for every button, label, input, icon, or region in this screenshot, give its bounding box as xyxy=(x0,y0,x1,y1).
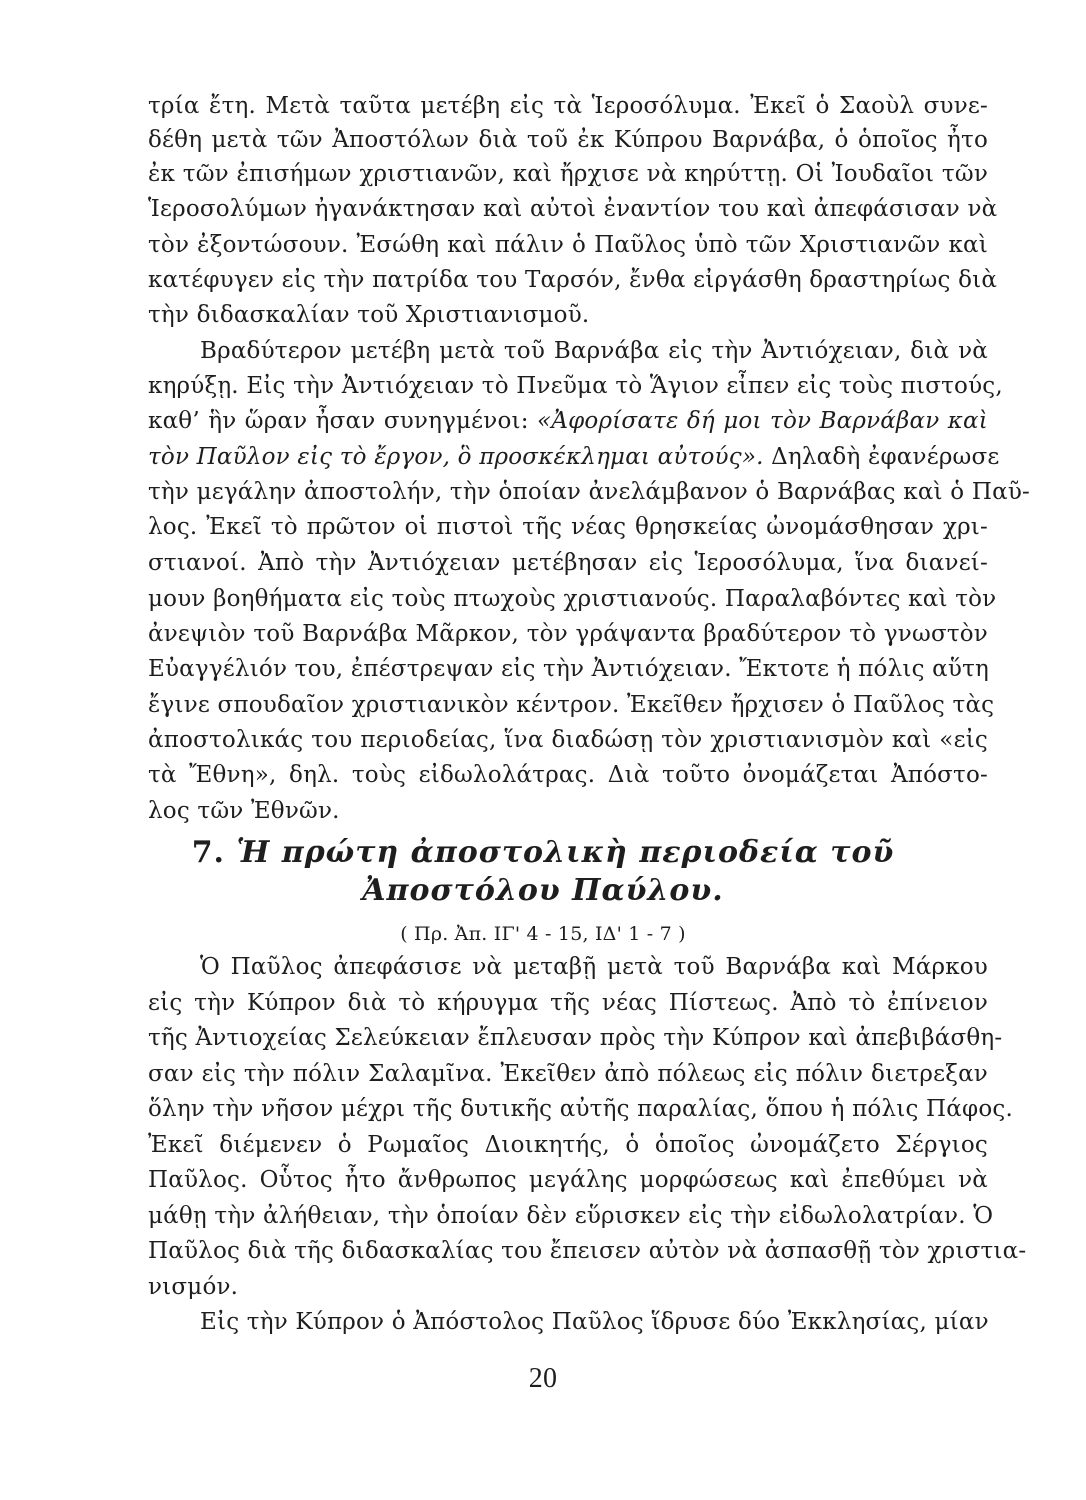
text-line: ἔγινε σπουδαῖον χριστιανικὸν κέντρον. Ἐκεῖθεν ἤρχισεν ὁ Παῦλος τὰς xyxy=(148,692,995,718)
section-heading xyxy=(0,834,1086,872)
section-number: 7. xyxy=(191,835,226,870)
text-line: ὅλην τὴν νῆσον μέχρι τῆς δυτικῆς αὐτῆς παραλίας, ὅπου ἡ πόλις Πάφος. xyxy=(148,1096,1013,1122)
text-line: Ἱεροσολύμων ἠγανάκτησαν καὶ αὐτοὶ ἐναντίον του καὶ ἀπεφάσισαν νὰ xyxy=(148,196,998,222)
text-line: κηρύξῃ. Εἰς τὴν Ἀντιόχειαν τὸ Πνεῦμα τὸ Ἅγιον εἶπεν εἰς τοὺς πιστούς, xyxy=(148,373,1003,399)
text-line: μάθῃ τὴν ἀλήθειαν, τὴν ὁποίαν δὲν εὕρισκεν εἰς τὴν εἰδωλολατρίαν. Ὁ xyxy=(148,1203,994,1229)
text-line: τὰ Ἔθνη», δηλ. τοὺς εἰδωλολάτρας. Διὰ τοῦτο ὀνομάζεται Ἀπόστο- xyxy=(148,762,988,788)
text-line: κατέφυγεν εἰς τὴν πατρίδα του Ταρσόν, ἔνθα εἰργάσθη δραστηρίως διὰ xyxy=(148,267,998,293)
text-line: Ἐκεῖ διέμενεν ὁ Ρωμαῖος Διοικητής, ὁ ὁποῖος ὠνομάζετο Σέργιος xyxy=(148,1132,988,1158)
text-line: Παῦλος. Οὗτος ἦτο ἄνθρωπος μεγάλης μορφώσεως καὶ ἐπεθύμει νὰ xyxy=(148,1167,988,1193)
text-line: τὸν ἐξοντώσουν. Ἐσώθη καὶ πάλιν ὁ Παῦλος ὑπὸ τῶν Χριστιανῶν καὶ xyxy=(148,232,988,258)
text-line: ἐκ τῶν ἐπισήμων χριστιανῶν, καὶ ἤρχισε νὰ κηρύττῃ. Οἱ Ἰουδαῖοι τῶν xyxy=(148,161,988,187)
text-line: νισμόν. xyxy=(148,1274,239,1300)
text-run: Δηλαδὴ ἐφανέρωσε xyxy=(763,444,1000,470)
text-run: καθ’ ἣν ὥραν ἦσαν συνηγμένοι: xyxy=(148,408,538,434)
text-line: στιανοί. Ἀπὸ τὴν Ἀντιόχειαν μετέβησαν εἰς Ἱεροσόλυμα, ἵνα διανεί- xyxy=(148,550,988,576)
text-line: σαν εἰς τὴν πόλιν Σαλαμῖνα. Ἐκεῖθεν ἀπὸ πόλεως εἰς πόλιν διετρεξαν xyxy=(148,1061,988,1087)
scripture-quote: τὸν Παῦλον εἰς τὸ ἔργον, ὃ προσκέκλημαι αὐτούς». xyxy=(148,444,764,470)
text-line: Βραδύτερον μετέβη μετὰ τοῦ Βαρνάβα εἰς τὴν Ἀντιόχειαν, διὰ νὰ xyxy=(200,338,988,364)
text-line: Ὁ Παῦλος ἀπεφάσισε νὰ μεταβῇ μετὰ τοῦ Βαρνάβα καὶ Μάρκου xyxy=(200,954,988,980)
scripture-quote: «Ἀφορίσατε δή μοι τὸν Βαρνάβαν καὶ xyxy=(537,408,988,434)
text-line: ἀνεψιὸν τοῦ Βαρνάβα Μᾶρκον, τὸν γράψαντα βραδύτερον τὸ γνωστὸν xyxy=(148,621,988,647)
section-heading-line2: Ἀποστόλου Παύλου. xyxy=(362,873,724,908)
text-line: τρία ἔτη. Μετὰ ταῦτα μετέβη εἰς τὰ Ἱεροσόλυμα. Ἐκεῖ ὁ Σαοὺλ συνε- xyxy=(148,93,988,119)
text-line: Παῦλος διὰ τῆς διδασκαλίας του ἔπεισεν αὐτὸν νὰ ἀσπασθῇ τὸν χριστια- xyxy=(148,1238,1027,1264)
text-line: μουν βοηθήματα εἰς τοὺς πτωχοὺς χριστιανούς. Παραλαβόντες καὶ τὸν xyxy=(148,586,997,612)
text-line: τὴν διδασκαλίαν τοῦ Χριστιανισμοῦ. xyxy=(148,302,590,328)
section-title-line1: Ἡ πρώτη ἀποστολικὴ περιοδεία τοῦ xyxy=(236,835,895,870)
text-line xyxy=(148,440,1000,474)
text-line: τὴν μεγάλην ἀποστολήν, τὴν ὁποίαν ἀνελάμβανον ὁ Βαρνάβας καὶ ὁ Παῦ- xyxy=(148,479,1030,505)
text-line: εἰς τὴν Κύπρον διὰ τὸ κήρυγμα τῆς νέας Πίστεως. Ἀπὸ τὸ ἐπίνειον xyxy=(148,990,988,1016)
text-line: λος. Ἐκεῖ τὸ πρῶτον οἱ πιστοὶ τῆς νέας θρησκείας ὠνομάσθησαν χρι- xyxy=(148,514,988,540)
scripture-reference: ( Πρ. Ἀπ. ΙΓ' 4 - 15, ΙΔ' 1 - 7 ) xyxy=(400,923,686,945)
text-line: τῆς Ἀντιοχείας Σελεύκειαν ἔπλευσαν πρὸς τὴν Κύπρον καὶ ἀπεβιβάσθη- xyxy=(148,1025,1003,1051)
text-line xyxy=(148,404,988,438)
text-line: δέθη μετὰ τῶν Ἀποστόλων διὰ τοῦ ἐκ Κύπρου Βαρνάβα, ὁ ὁποῖος ἦτο xyxy=(148,127,988,153)
text-line: λος τῶν Ἐθνῶν. xyxy=(148,798,340,824)
page-number: 20 xyxy=(528,1363,558,1394)
text-line: ἀποστολικάς του περιοδείας, ἵνα διαδώσῃ τὸν χριστιανισμὸν καὶ «εἰς xyxy=(148,727,988,753)
text-line: Εὐαγγέλιόν του, ἐπέστρεψαν εἰς τὴν Ἀντιόχειαν. Ἔκτοτε ἡ πόλις αὕτη xyxy=(148,656,989,682)
text-line: Εἰς τὴν Κύπρον ὁ Ἀπόστολος Παῦλος ἵδρυσε δύο Ἐκκλησίας, μίαν xyxy=(200,1309,989,1335)
